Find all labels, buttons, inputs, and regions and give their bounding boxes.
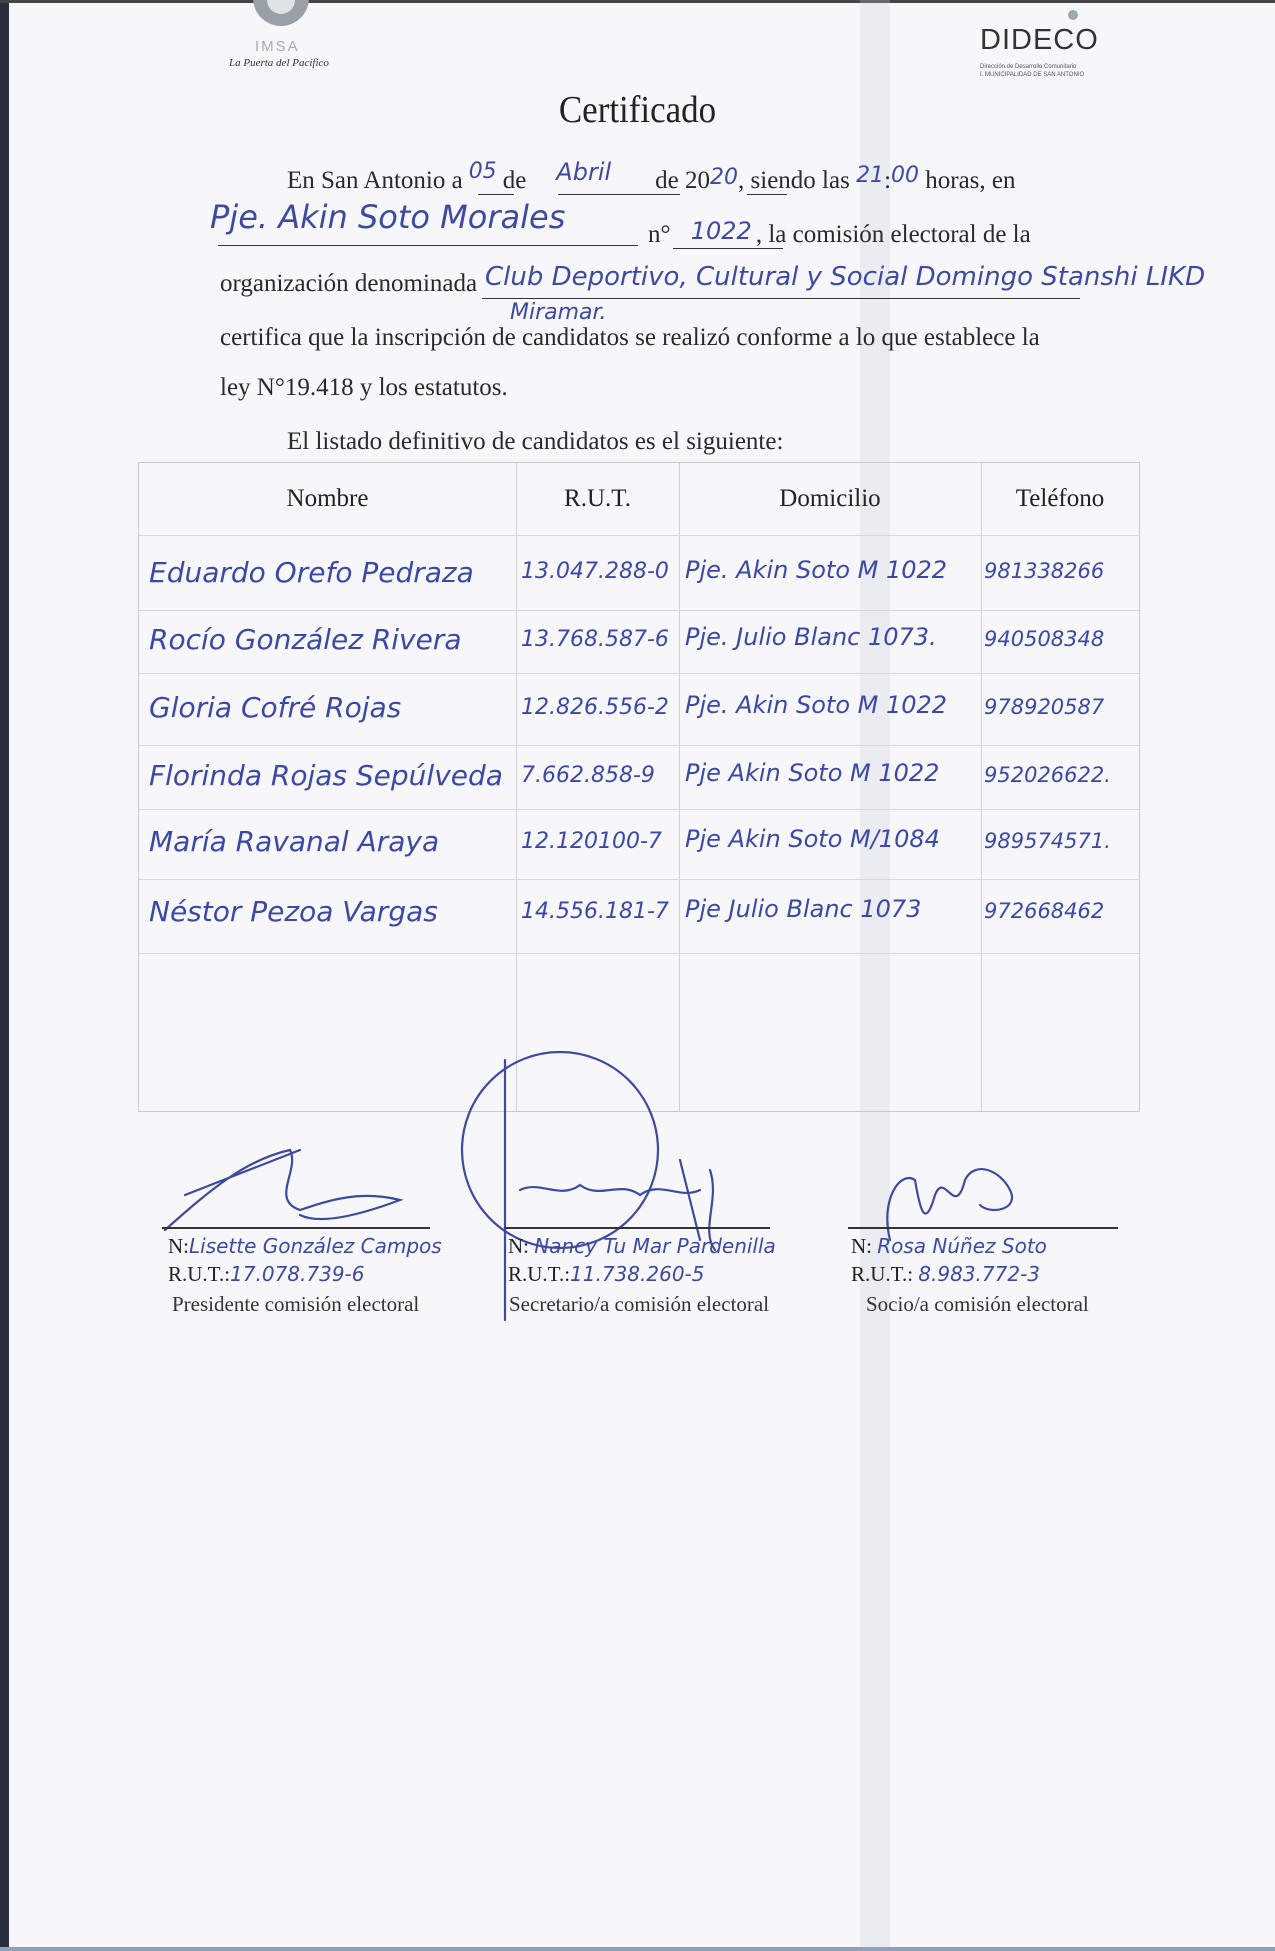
row-3-telefono: 978920587 xyxy=(984,695,1105,719)
intro-text: horas, en xyxy=(925,167,1016,194)
intro-text: de xyxy=(502,167,527,194)
row-6-rut: 14.556.181-7 xyxy=(521,899,669,924)
sig2-rut-label: R.U.T.: xyxy=(508,1262,571,1286)
row-2-nombre: Rocío González Rivera xyxy=(149,623,462,656)
sig3-role: Socio/a comisión electoral xyxy=(866,1292,1089,1316)
organization-continuation: Miramar. xyxy=(510,300,607,325)
row-3-rut: 12.826.556-2 xyxy=(521,695,669,720)
month-value: Abril xyxy=(556,158,612,186)
dideco-subtitle-2: I. MUNICIPALIDAD DE SAN ANTONIO xyxy=(980,72,1085,78)
dideco-logo-text: DIDECO xyxy=(980,24,1099,56)
organization-value: Club Deportivo, Cultural y Social Domingo Stanshi LIKD xyxy=(485,262,1206,292)
row-2-telefono: 940508348 xyxy=(984,627,1105,651)
sig3-name-row xyxy=(851,1234,1047,1259)
sig2-rut: 11.738.260-5 xyxy=(570,1262,705,1286)
number-value: 1022 xyxy=(690,217,752,245)
intro-line-4: certifica que la inscripción de candidatos se realizó conforme a lo que establece la xyxy=(220,324,1040,351)
header-telefono: Teléfono xyxy=(1015,485,1105,512)
row-4-domicilio: Pje Akin Soto M 1022 xyxy=(685,759,940,787)
signature-member xyxy=(887,1169,1012,1240)
row-4-telefono: 952026622. xyxy=(984,763,1111,787)
sig1-name-row xyxy=(168,1234,442,1259)
sig3-rut: 8.983.772-3 xyxy=(918,1262,1041,1286)
header-rut: R.U.T. xyxy=(564,485,631,512)
sig1-role: Presidente comisión electoral xyxy=(172,1292,420,1316)
sig3-n-label: N: xyxy=(851,1234,872,1258)
row-1-domicilio: Pje. Akin Soto M 1022 xyxy=(685,556,948,584)
sig2-name: Nancy Tu Mar Pardenilla xyxy=(534,1234,776,1258)
row-5-domicilio: Pje Akin Soto M/1084 xyxy=(685,825,940,853)
intro-text: , siendo las xyxy=(738,167,850,194)
intro-line-6: El listado definitivo de candidatos es el siguiente: xyxy=(287,428,784,455)
intro-text: , la comisión electoral de la xyxy=(755,221,1031,248)
row-6-telefono: 972668462 xyxy=(984,899,1105,923)
row-5-nombre: María Ravanal Araya xyxy=(149,825,440,858)
year-value: 20 xyxy=(710,165,739,190)
stamp-circle xyxy=(462,1052,658,1248)
sig3-name: Rosa Núñez Soto xyxy=(877,1234,1047,1258)
day-value: 05 xyxy=(468,159,497,184)
page-title: Certificado xyxy=(558,89,717,131)
row-5-telefono: 989574571. xyxy=(984,829,1111,853)
minute-value: 00 xyxy=(891,163,920,188)
signature-line-1 xyxy=(162,1227,430,1229)
sig2-n-label: N: xyxy=(508,1234,529,1258)
sig3-rut-label: R.U.T.: xyxy=(851,1262,914,1286)
row-2-rut: 13.768.587-6 xyxy=(521,627,669,652)
row-1-telefono: 981338266 xyxy=(984,559,1105,583)
sig1-name: Lisette González Campos xyxy=(189,1234,442,1258)
intro-line-1: En San Antonio a 05 de Abril de 2020, siendo las 21:00 horas, en xyxy=(287,158,1016,194)
sig3-rut-row xyxy=(851,1262,1040,1287)
row-6-domicilio: Pje Julio Blanc 1073 xyxy=(685,895,922,923)
sig1-n-label: N: xyxy=(168,1234,189,1258)
signature-line-2 xyxy=(505,1227,770,1229)
intro-text: n° xyxy=(648,221,671,248)
intro-text: En San Antonio a xyxy=(287,167,463,194)
imsa-logo-text: IMSA xyxy=(255,38,300,55)
sig2-role: Secretario/a comisión electoral xyxy=(509,1292,770,1316)
intro-text: de 20 xyxy=(655,167,711,194)
intro-line-5: ley N°19.418 y los estatutos. xyxy=(220,374,508,401)
row-1-rut: 13.047.288-0 xyxy=(521,559,669,584)
intro-text: organización denominada xyxy=(220,270,478,297)
sig1-rut-row xyxy=(168,1262,364,1287)
row-1-nombre: Eduardo Orefo Pedraza xyxy=(149,556,474,589)
dideco-subtitle: Dirección de Desarrollo Comunitario xyxy=(980,64,1077,70)
row-3-nombre: Gloria Cofré Rojas xyxy=(149,691,402,724)
row-4-nombre: Florinda Rojas Sepúlveda xyxy=(149,759,503,792)
row-6-nombre: Néstor Pezoa Vargas xyxy=(149,895,438,928)
hour-value: 21 xyxy=(856,163,885,188)
sig2-rut-row xyxy=(508,1262,704,1287)
row-2-domicilio: Pje. Julio Blanc 1073. xyxy=(685,623,937,651)
sig2-name-row xyxy=(508,1234,776,1259)
sig1-rut-label: R.U.T.: xyxy=(168,1262,231,1286)
imsa-tagline: La Puerta del Pacífico xyxy=(229,57,329,69)
signature-line-3 xyxy=(848,1227,1118,1229)
header-domicilio: Domicilio xyxy=(779,485,881,512)
address-value: Pje. Akin Soto Morales xyxy=(210,198,566,236)
signature-president xyxy=(165,1150,400,1230)
row-4-rut: 7.662.858-9 xyxy=(521,763,655,788)
row-5-rut: 12.120100-7 xyxy=(521,829,662,854)
sig1-rut: 17.078.739-6 xyxy=(230,1262,365,1286)
header-nombre: Nombre xyxy=(286,485,369,512)
row-3-domicilio: Pje. Akin Soto M 1022 xyxy=(685,691,948,719)
